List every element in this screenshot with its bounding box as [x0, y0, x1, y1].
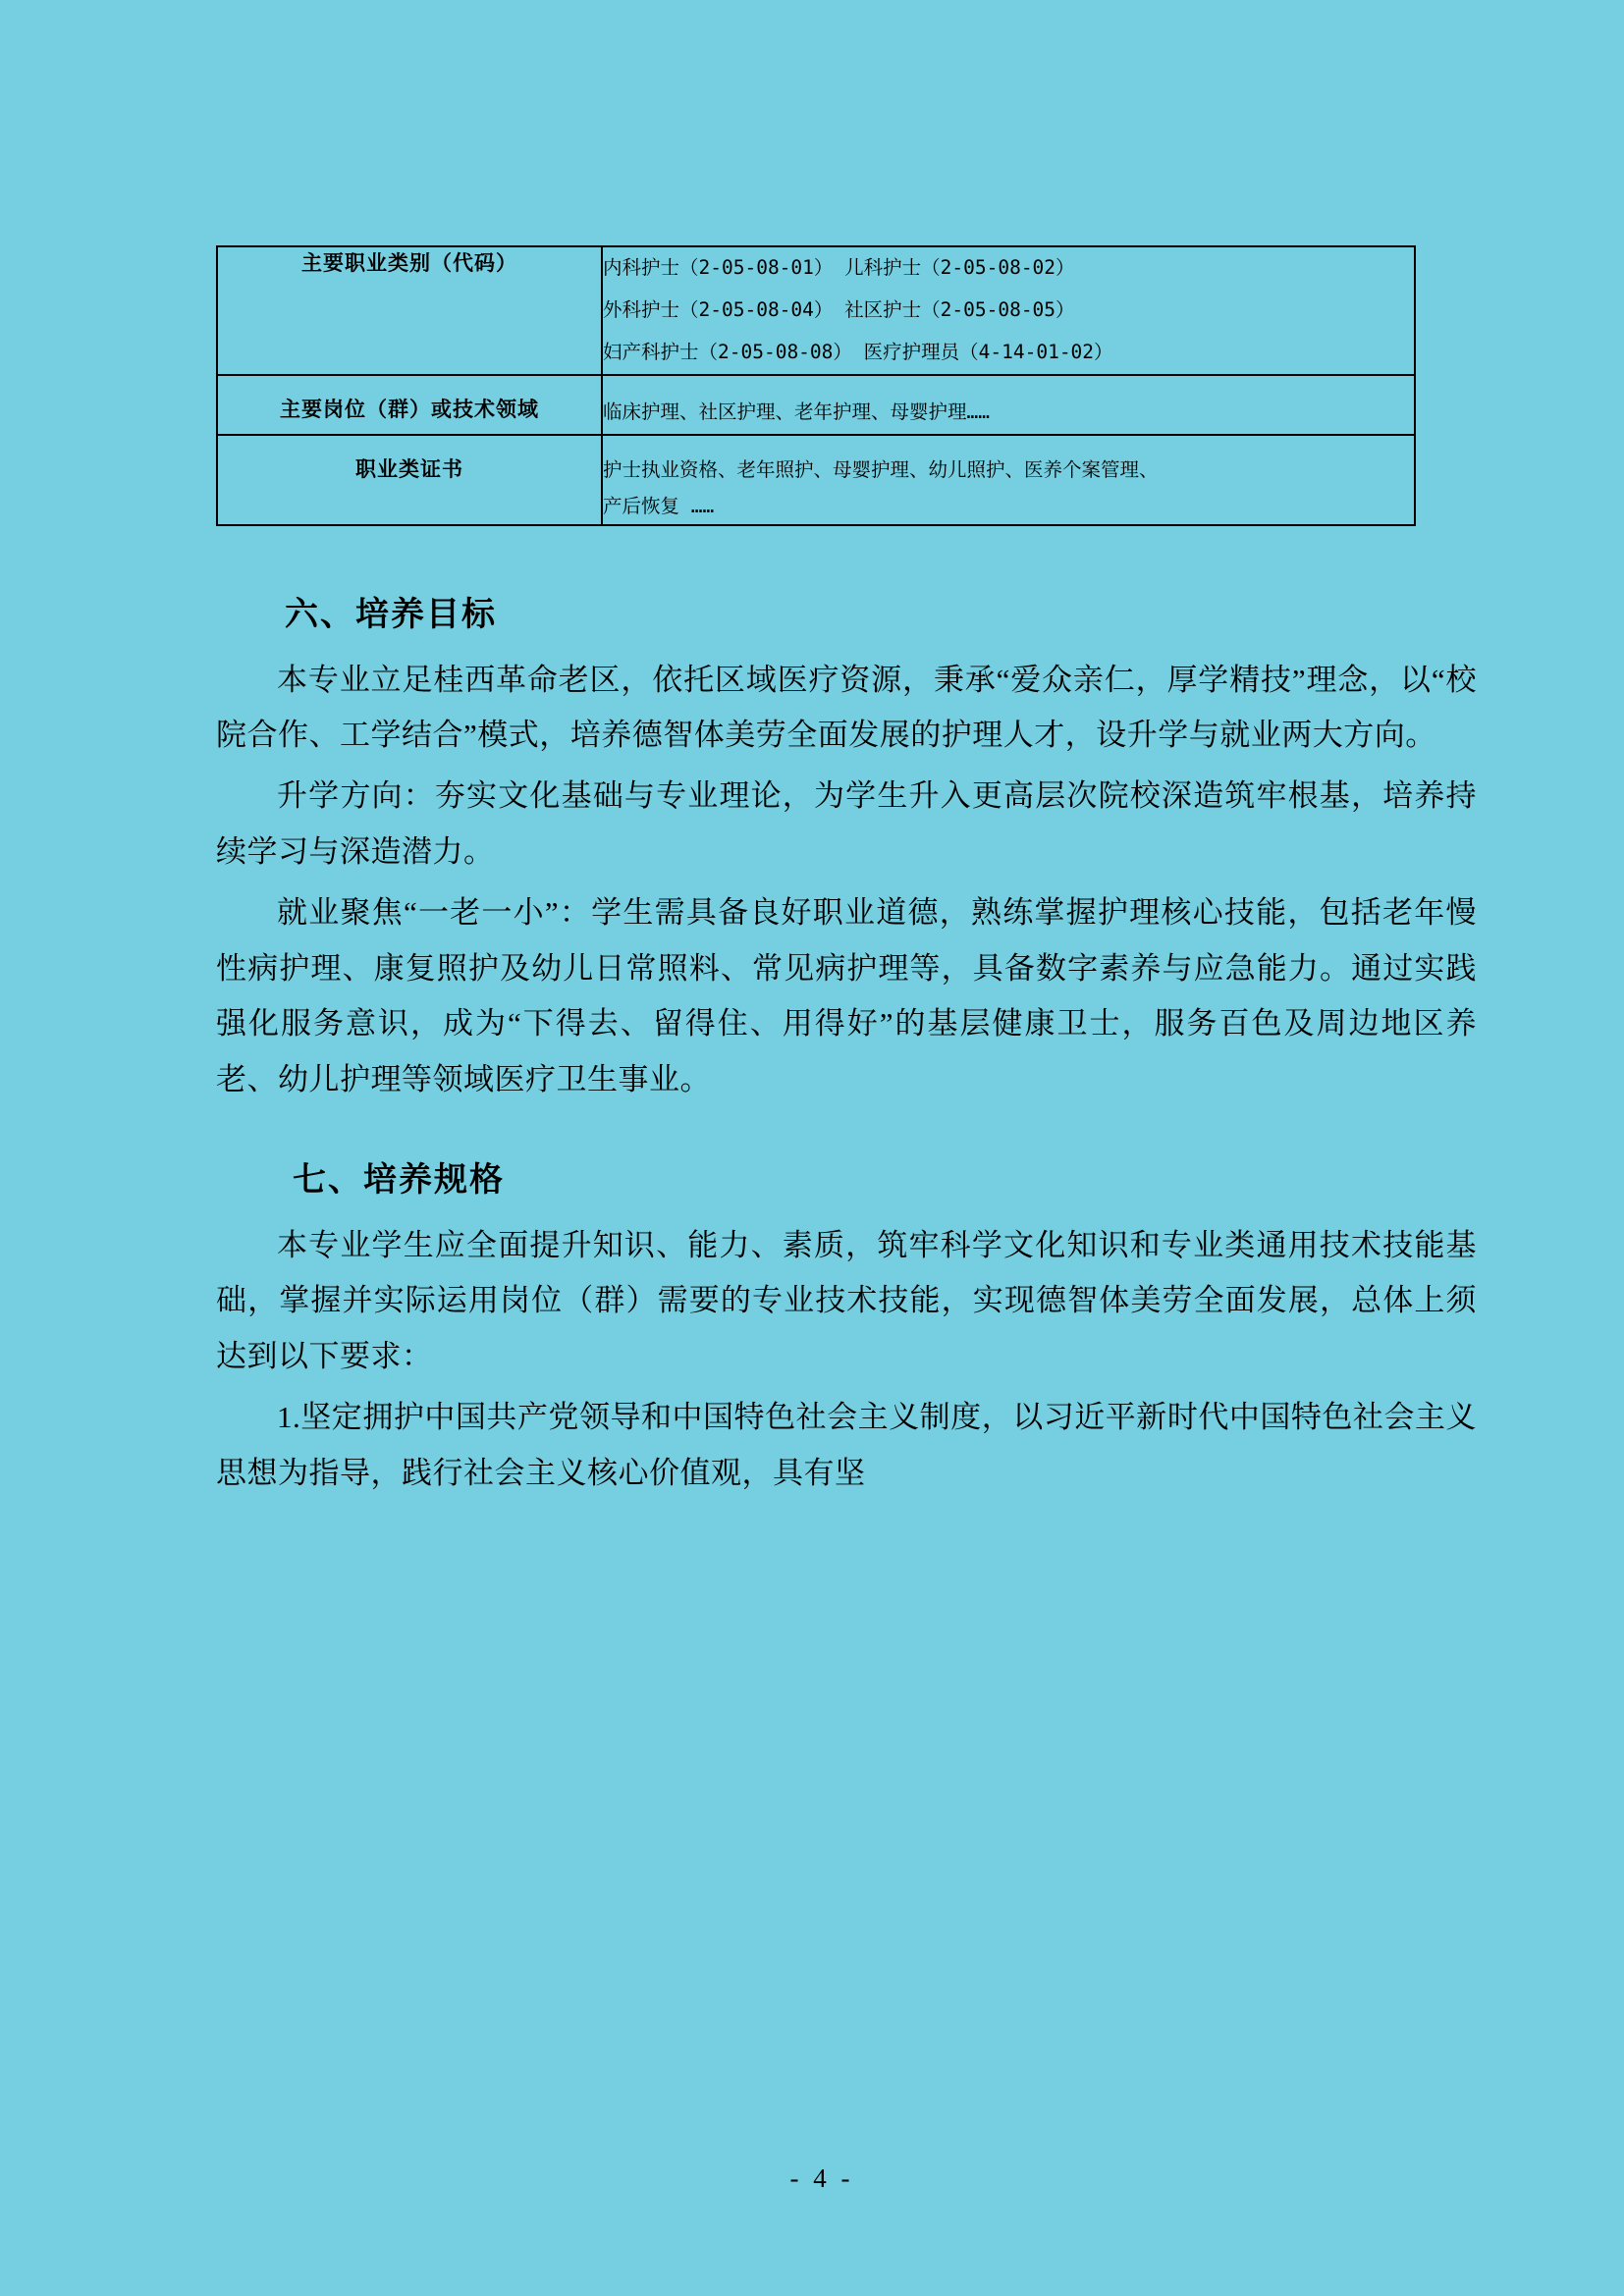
section-heading-training-goal: 六、培养目标: [285, 595, 497, 633]
value-line: 妇产科护士（2-05-08-08） 医疗护理员（4-14-01-02）: [603, 340, 1113, 363]
table-row-value: [602, 246, 1415, 375]
table-row-label: 主要职业类别（代码）: [217, 246, 602, 375]
table-row: [217, 435, 1415, 525]
table-row-label: 主要岗位（群）或技术领域: [217, 375, 602, 435]
paragraph: 本专业学生应全面提升知识、能力、素质，筑牢科学文化知识和专业类通用技术技能基础，掌握并实际运用岗位（群）需要的专业技术技能，实现德智体美劳全面发展，总体上须达到以下要求：: [216, 1227, 1477, 1373]
table-row: [217, 246, 1415, 375]
value-line: 护士执业资格、老年照护、母婴护理、幼儿照护、医养个案管理、: [603, 457, 1159, 481]
table-row-value: [602, 375, 1415, 435]
profession-info-table: [216, 245, 1416, 526]
value-line: 产后恢复 ……: [603, 494, 715, 517]
table-row: [217, 375, 1415, 435]
section-heading-training-spec: 七、培养规格: [293, 1160, 505, 1199]
value-line: 临床护理、社区护理、老年护理、母婴护理……: [603, 400, 990, 423]
paragraph: 1.坚定拥护中国共产党领导和中国特色社会主义制度，以习近平新时代中国特色社会主义思想为指导，践行社会主义核心价值观，具有坚: [216, 1400, 1477, 1490]
value-line: 内科护士（2-05-08-01） 儿科护士（2-05-08-02）: [603, 256, 1075, 279]
paragraph: 就业聚焦“一老一小”：学生需具备良好职业道德，熟练掌握护理核心技能，包括老年慢性病护理、康复照护及幼儿日常照料、常见病护理等，具备数字素养与应急能力。通过实践强化服务意识，成为“下得去、留得住、用得好”的基层健康卫士，服务百色及周边地区养老、幼儿护理等领域医疗卫生事业。: [216, 895, 1477, 1096]
table-row-value: [602, 435, 1415, 525]
paragraph: 本专业立足桂西革命老区，依托区域医疗资源，秉承“爱众亲仁，厚学精技”理念，以“校院合作、工学结合”模式，培养德智体美劳全面发展的护理人才，设升学与就业两大方向。: [216, 662, 1477, 753]
paragraph: 升学方向：夯实文化基础与专业理论，为学生升入更高层次院校深造筑牢根基，培养持续学习与深造潜力。: [216, 778, 1477, 869]
page-footer: - 4 -: [789, 2163, 854, 2193]
value-line: 外科护士（2-05-08-04） 社区护士（2-05-08-05）: [603, 297, 1075, 321]
table-row-label: 职业类证书: [217, 435, 602, 525]
